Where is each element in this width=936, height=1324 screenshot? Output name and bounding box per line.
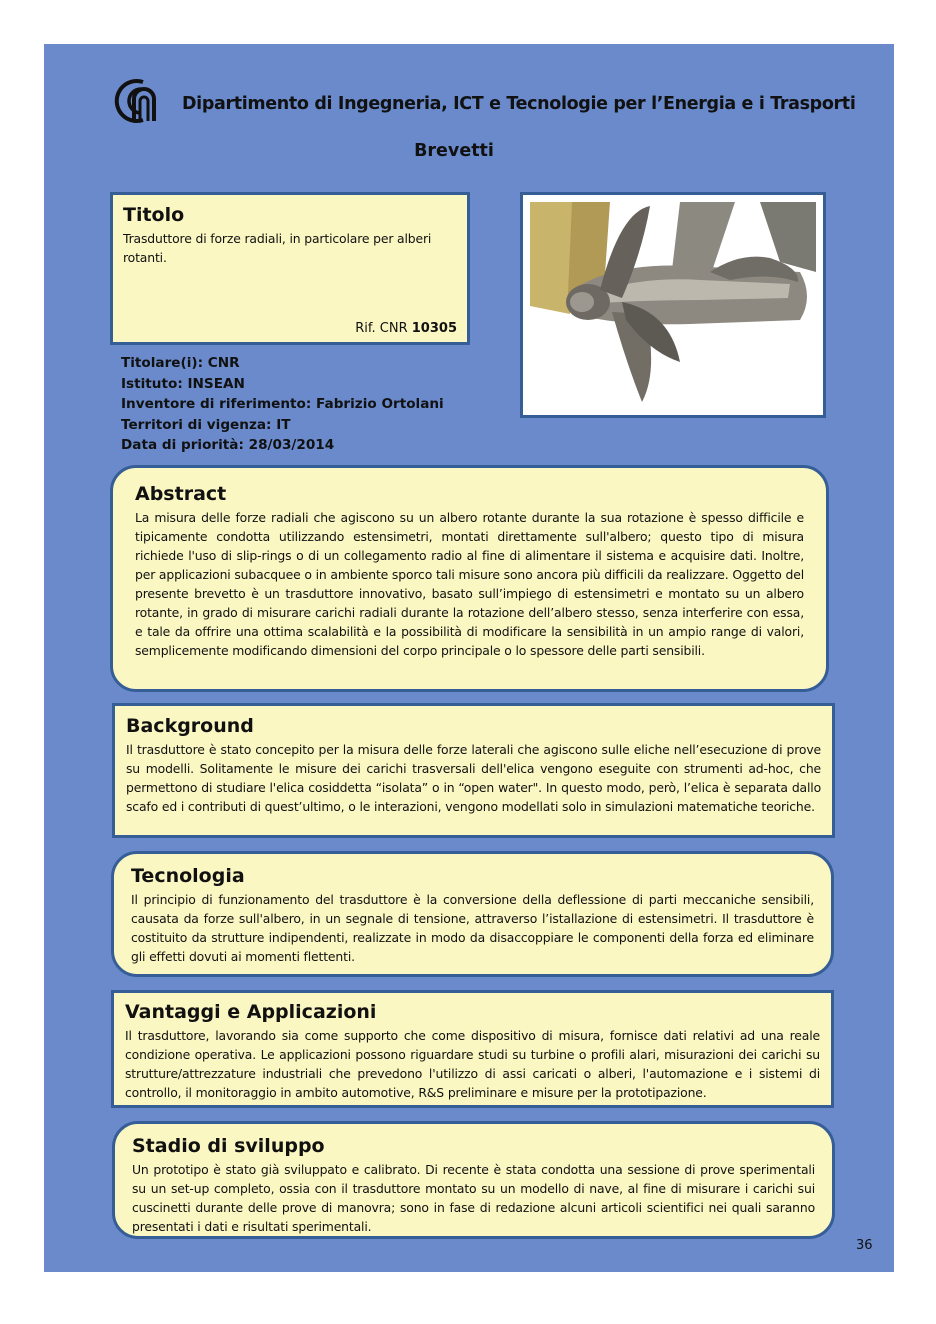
- advantages-box: [111, 990, 834, 1108]
- technology-text: Il principio di funzionamento del trasduttore è la conversione della deflessione di parti meccaniche sensibili, causata da forze sull'albero, in un segnale di tensione, attraverso l’istallazione di estensimetri. Il trasduttore è costituito da strutture indipendenti, realizzate in modo da disaccoppiare le componenti della forza ed eliminare gli effetti dovuti ai momenti flettenti.: [131, 892, 814, 964]
- meta-istituto: Istituto: INSEAN: [121, 375, 245, 392]
- abstract-text: La misura delle forze radiali che agiscono su un albero rotante durante la sua rotazione è spesso difficile e tipicamente condotta utilizzando estensimetri, montati direttamente sull'albero; questo tipo di misura richiede l'uso di slip-rings o di un collegamento radio al fine di alimentare il sistema e acquisire dati. Inoltre, per applicazioni subacquee o in ambiente sporco tali misure sono ancora più difficili da realizzare. Oggetto del presente brevetto è un trasduttore innovativo, basato sull’impiego di estensimetri e montato su un albero rotante, in grado di misurare carichi radiali durante la rotazione dell’albero stesso, senza interferire con essa, e tale da offrire una ottima scalabilità e la possibilità di modificare la sensibilità in un ampio range di valori, semplicemente modificando dimensioni del corpo principale o lo spessore delle parti sensibili.: [135, 510, 804, 658]
- meta-inventore: Inventore di riferimento: Fabrizio Ortolani: [121, 396, 444, 413]
- meta-titolare: Titolare(i): CNR: [121, 355, 240, 371]
- background-text: Il trasduttore è stato concepito per la misura delle forze laterali che agiscono sulle eliche nell’esecuzione di prove su modelli. Solitamente le misure dei carichi trasversali dell'elica vengono eseguite con strumenti ad-hoc, che permettono di studiare l'elica cosiddetta “isolata” o in “open water". In questo modo, però, l’elica è separata dallo scafo ed i contributi di quest’ultimo, o le interazioni, vengono modellati solo in simulazioni matematiche teoriche.: [126, 742, 821, 814]
- advantages-heading: Vantaggi e Applicazioni: [125, 1001, 377, 1023]
- development-stage-text: Un prototipo è stato già sviluppato e calibrato. Di recente è stata condotta una sessione di prove sperimentali su un set-up completo, ossia con il trasduttore montato su un modello di nave, al fine di misurare i carichi sui cuscinetti durante delle prove di manovra; sono in fase di redazione alcuni articoli scientifici nei quali saranno presentati i dati e risultati sperimentali.: [132, 1162, 815, 1234]
- abstract-heading: Abstract: [135, 483, 227, 505]
- background-heading: Background: [126, 715, 254, 737]
- technology-heading: Tecnologia: [131, 865, 245, 887]
- title-box: [110, 192, 470, 345]
- page-number: 36: [856, 1238, 873, 1253]
- technology-box: [111, 851, 834, 977]
- background-box: [112, 703, 835, 838]
- cnr-logo-icon: [112, 78, 164, 124]
- page-panel: [44, 44, 894, 1272]
- section-subtitle: Brevetti: [414, 141, 494, 161]
- propeller-photo: [520, 192, 826, 418]
- patent-metadata: [121, 353, 444, 456]
- abstract-box: [110, 465, 829, 692]
- development-stage-heading: Stadio di sviluppo: [132, 1135, 325, 1157]
- reference-label: Rif. CNR: [355, 321, 408, 336]
- advantages-text: Il trasduttore, lavorando sia come supporto che come dispositivo di misura, fornisce dati relativi ad una reale condizione operativa. Le applicazioni possono riguardare studi su turbine o profili alari, misurazioni dei carichi su strutture/attrezzature industriali che prevedono l'utilizzo di assi caricati o alberi, l'automazione e i sistemi di controllo, il monitoraggio in ambito automotive, R&S preliminare e misure per la prototipazione.: [125, 1028, 820, 1100]
- title-heading: Titolo: [123, 204, 185, 226]
- department-title: Dipartimento di Ingegneria, ICT e Tecnologie per l’Energia e i Trasporti: [182, 94, 856, 114]
- title-text: Trasduttore di forze radiali, in particolare per alberi rotanti.: [123, 231, 432, 265]
- development-stage-box: [112, 1121, 835, 1239]
- propeller-image: [530, 202, 816, 408]
- reference-number: 10305: [411, 321, 457, 336]
- meta-territori: Territori di vigenza: IT: [121, 416, 291, 433]
- reference: [355, 321, 457, 336]
- meta-data-priorita: Data di priorità: 28/03/2014: [121, 437, 335, 454]
